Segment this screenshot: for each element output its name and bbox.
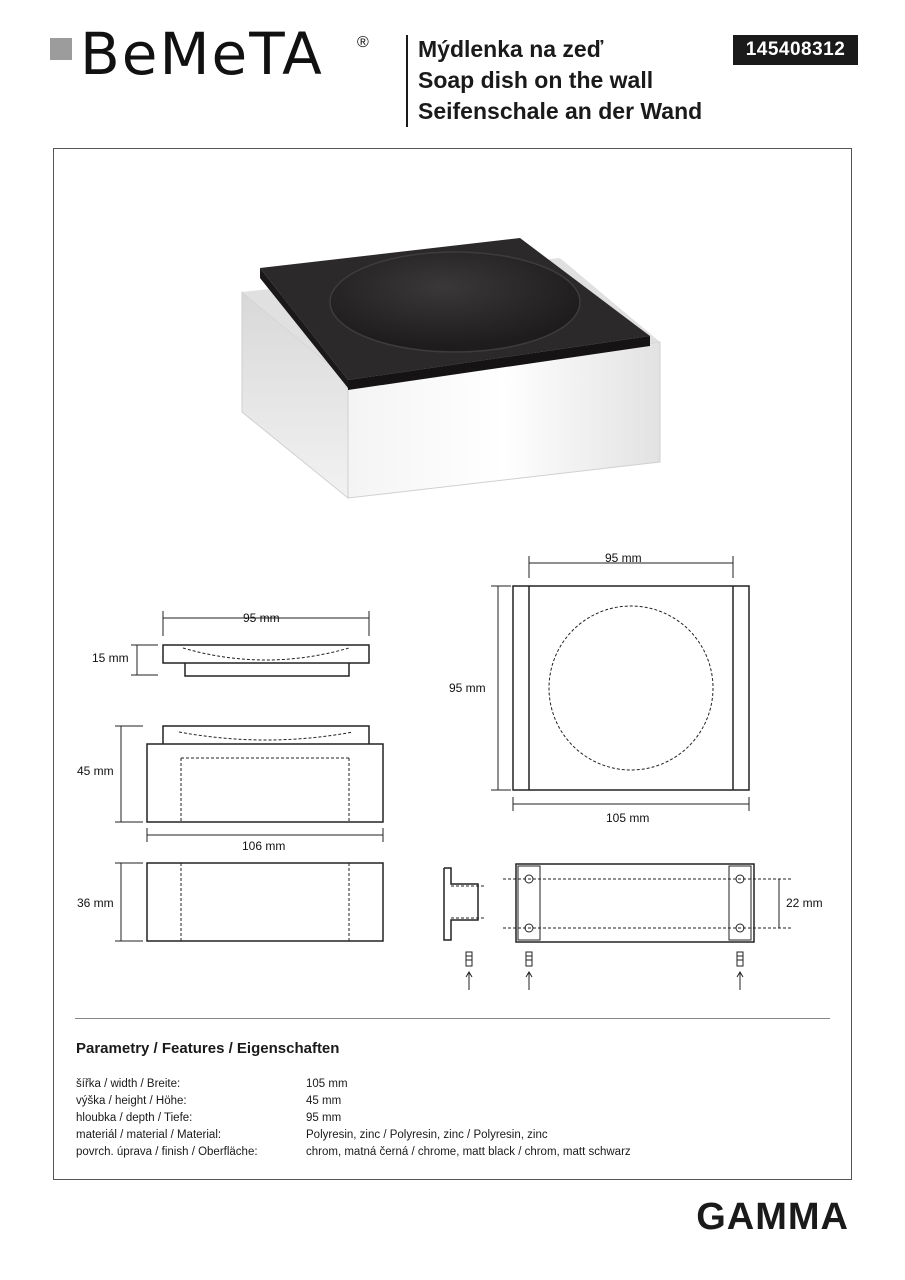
title-english: Soap dish on the wall [418, 67, 654, 93]
series-name: GAMMA [696, 1196, 849, 1238]
feature-value-height: 45 mm [306, 1095, 342, 1107]
feature-label-material: materiál / material / Material: [76, 1129, 222, 1141]
dim-bracket-spacing: 22 mm [786, 896, 823, 910]
feature-label-finish: povrch. úprava / finish / Oberfläche: [76, 1146, 258, 1158]
registered-mark: ® [357, 34, 369, 51]
dim-holder-height: 36 mm [77, 896, 114, 910]
feature-value-depth: 95 mm [306, 1112, 342, 1124]
title-german: Seifenschale an der Wand [418, 98, 703, 124]
dim-plan-depth: 95 mm [449, 681, 486, 695]
section-divider [75, 1018, 830, 1019]
dim-side-width: 106 mm [242, 839, 286, 853]
header-divider [406, 35, 408, 127]
logo-mark [50, 38, 72, 60]
features-heading: Parametry / Features / Eigenschaften [76, 1040, 340, 1057]
feature-value-material: Polyresin, zinc / Polyresin, zinc / Polyresin, zinc [306, 1129, 548, 1141]
technical-drawings [53, 548, 852, 1008]
feature-label-width: šířka / width / Breite: [76, 1078, 181, 1090]
brand-logo: BeMeTA [80, 20, 324, 88]
product-photo [230, 230, 670, 510]
dim-plan-total-width: 105 mm [606, 811, 650, 825]
dim-plan-width: 95 mm [605, 551, 642, 565]
feature-value-finish: chrom, matná černá / chrome, matt black / chrom, matt schwarz [306, 1146, 631, 1158]
dim-side-height: 45 mm [77, 764, 114, 778]
feature-label-height: výška / height / Höhe: [76, 1095, 187, 1107]
dim-tray-thickness: 15 mm [92, 651, 129, 665]
title-czech: Mýdlenka na zeď [418, 36, 604, 62]
dim-tray-width: 95 mm [243, 611, 280, 625]
product-code-badge: 145408312 [733, 35, 858, 65]
feature-label-depth: hloubka / depth / Tiefe: [76, 1112, 193, 1124]
feature-value-width: 105 mm [306, 1078, 348, 1090]
